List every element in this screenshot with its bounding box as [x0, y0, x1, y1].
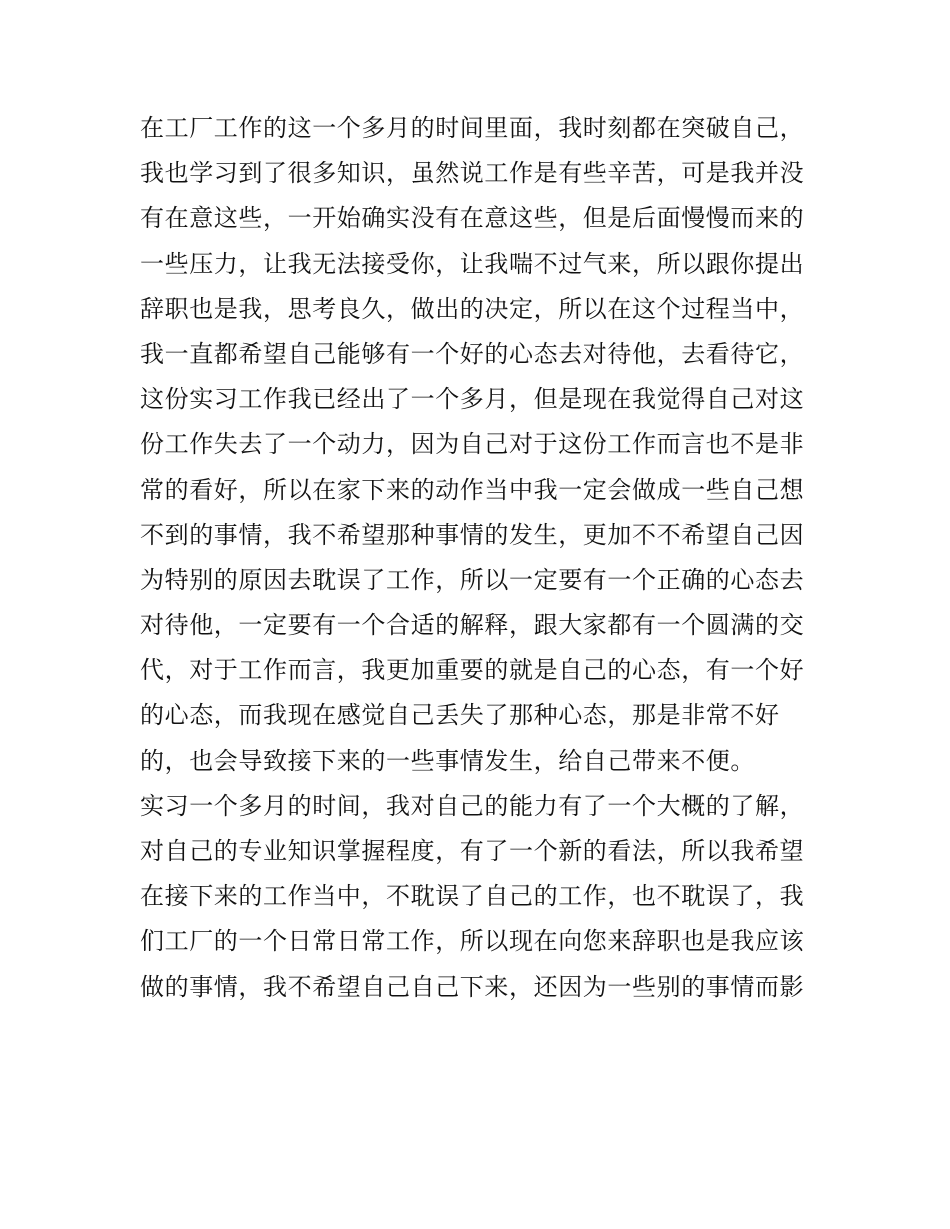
- text-line-18: 在接下来的工作当中，不耽误了自己的工作，也不耽误了，我: [140, 882, 805, 911]
- text-line-11: 为特别的原因去耽误了工作，所以一定要有一个正确的心态去: [140, 565, 805, 594]
- text-line-2: 我也学习到了很多知识，虽然说工作是有些辛苦，可是我并没: [140, 159, 805, 188]
- text-line-17: 对自己的专业知识掌握程度，有了一个新的看法，所以我希望: [140, 837, 805, 865]
- text-line-8: 份工作失去了一个动力，因为自己对于这份工作而言也不是非: [140, 430, 805, 459]
- text-line-14: 的心态，而我现在感觉自己丢失了那种心态，那是非常不好: [140, 701, 780, 730]
- text-line-12: 对待他，一定要有一个合适的解释，跟大家都有一个圆满的交: [140, 611, 805, 640]
- text-line-16: 实习一个多月的时间，我对自己的能力有了一个大概的了解，: [140, 791, 805, 820]
- text-line-3: 有在意这些，一开始确实没有在意这些，但是后面慢慢而来的: [140, 204, 805, 233]
- text-line-20: 做的事情，我不希望自己自己下来，还因为一些别的事情而影: [140, 972, 805, 1001]
- text-line-9: 常的看好，所以在家下来的动作当中我一定会做成一些自己想: [140, 475, 805, 504]
- text-line-6: 我一直都希望自己能够有一个好的心态去对待他，去看待它，: [140, 339, 805, 368]
- text-line-5: 辞职也是我，思考良久，做出的决定，所以在这个过程当中，: [140, 294, 805, 323]
- text-line-19: 们工厂的一个日常日常工作，所以现在向您来辞职也是我应该: [140, 927, 805, 956]
- text-line-15: 的，也会导致接下来的一些事情发生，给自己带来不便。: [140, 746, 755, 775]
- text-line-13: 代，对于工作而言，我更加重要的就是自己的心态，有一个好: [140, 656, 805, 685]
- text-line-10: 不到的事情，我不希望那种事情的发生，更加不不希望自己因: [140, 520, 805, 549]
- text-line-1: 在工厂工作的这一个多月的时间里面，我时刻都在突破自己，: [140, 114, 805, 142]
- resignation-letter-body: [140, 106, 820, 1010]
- text-line-4: 一些压力，让我无法接受你，让我喘不过气来，所以跟你提出: [140, 249, 805, 278]
- text-line-7: 这份实习工作我已经出了一个多月，但是现在我觉得自己对这: [140, 385, 805, 414]
